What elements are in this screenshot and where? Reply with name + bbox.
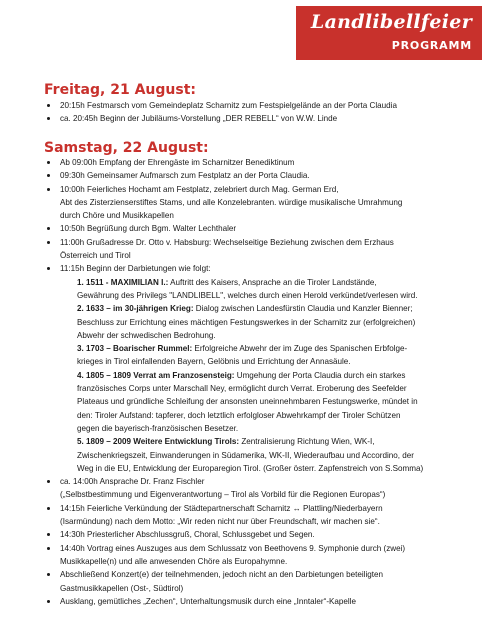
act-title: 4. 1805 – 1809 Verrat am Franzosensteig: [77,370,235,380]
bullet-icon [47,161,50,164]
day2-heading: Samstag, 22 August: [44,140,209,156]
list-item: Ab 09:00h Empfang der Ehrengäste im Scharnitzer Benediktinum [0,156,488,169]
day1-list [0,99,488,126]
bullet-icon [47,480,50,483]
program-banner [296,6,482,60]
program-act: 4. 1805 – 1809 Verrat am Franzosensteig: Umgehung der Porta Claudia durch ein starkes französisches Corps unter Marschall Ney, ermöglicht durch Verrat. Eroberung des Seefelder Plateaus und gründliche Schleifung der ansonsten uneinnehmbaren Festungswerke, mündet in den: Tiroler Aufstand: tapferer, doch letztlich erfolgloser Abwehrkampf der Tiroler Schützen gegen die bayerisch-französischen Besetzer. [77,370,418,433]
list-item: Ausklang, gemütliches „Zechen“, Unterhaltungsmusik durch eine „Inntaler“-Kapelle [0,595,488,608]
bullet-icon [47,267,50,270]
program-act: 1. 1511 - MAXIMILIAN I.: Auftritt des Kaisers, Ansprache an die Tiroler Landstände, Gewährung des Privilegs "LANDLIBELL", welches durch einen Herold verkündet/verlesen wird. [77,277,418,300]
list-item: ca. 14:00h Ansprache Dr. Franz Fischler („Selbstbestimmung und Eigenverantwortung – Tirol als Vorbild für die Regionen Europas“) [0,475,488,502]
bullet-icon [47,227,50,230]
bullet-icon [47,573,50,576]
act-title: 1. 1511 - MAXIMILIAN I.: [77,277,169,287]
list-item: 09:30h Gemeinsamer Aufmarsch zum Festplatz an der Porta Claudia. [0,169,488,182]
list-item: Abschließend Konzert(e) der teilnehmenden, jedoch nicht an den Darbietungen beteiligten Gastmusikkapellen (Ost-, Südtirol) [0,568,488,595]
list-item: 14:40h Vortrag eines Auszuges aus dem Schlussatz von Beethovens 9. Symphonie durch (zwei) Musikkapelle(n) und alle anwesenden Chöre als Europahymne. [0,542,488,569]
list-item: 11:15h Beginn der Darbietungen wie folgt: [0,262,488,275]
day2-list [0,156,488,608]
program-act: 2. 1633 – im 30-jährigen Krieg: Dialog zwischen Landesfürstin Claudia und Kanzler Bienner; Beschluss zur Errichtung eines mächtigen Festungswerkes in der Scharnitz zur (erfolgreichen) Abwehr der schwedischen Bedrohung. [77,304,416,340]
bullet-icon [47,241,50,244]
bullet-icon [47,104,50,107]
bullet-icon [47,533,50,536]
bullet-icon [47,188,50,191]
program-act: 3. 1703 – Boarischer Rummel: Erfolgreiche Abwehr der im Zuge des Spanischen Erbfolge- krieges in Tirol einfallenden Bayern, Gelöbnis und Errichtung der Annasäule. [77,344,408,367]
bullet-icon [47,507,50,510]
list-item: 11:00h Grußadresse Dr. Otto v. Habsburg: Wechselseitige Beziehung zwischen dem Erzhaus Österreich und Tirol [0,236,488,263]
bullet-icon [47,117,50,120]
list-item: 10:50h Begrüßung durch Bgm. Walter Lechthaler [0,222,488,235]
banner-title: Landlibellfeier [310,11,472,33]
list-item: 20:15h Festmarsch vom Gemeindeplatz Scharnitz zum Festspielgelände an der Porta Claudia [0,99,488,112]
bullet-icon [47,174,50,177]
list-item: 14:30h Priesterlicher Abschlussgruß, Choral, Schlussgebet und Segen. [0,528,488,541]
banner-subtitle: PROGRAMM [391,39,472,52]
act-title: 2. 1633 – im 30-jährigen Krieg: [77,304,194,314]
list-item: 10:00h Feierliches Hochamt am Festplatz, zelebriert durch Mag. German Erd, Abt des Zisterzienserstiftes Stams, und alle Konzelebranten. würdige musikalische Umrahmung durch Chöre und Musikkapellen [0,183,488,223]
list-item: ca. 20:45h Beginn der Jubiläums-Vorstellung „DER REBELL“ von W.W. Linde [0,112,488,125]
act-title: 5. 1809 – 2009 Weitere Entwicklung Tirols: [77,437,240,447]
program-act: 5. 1809 – 2009 Weitere Entwicklung Tirols: Zentralisierung Richtung Wien, WK-I, Zwischenkriegszeit, Einwanderungen in Südamerika, WK-II, Wiederaufbau und Accordino, der Weg in die EU, Entwicklung der Europaregion Tirol. (Großer österr. Zapfenstreich von S.Somma) [77,437,424,473]
day1-heading: Freitag, 21 August: [44,82,196,98]
bullet-icon [47,547,50,550]
act-title: 3. 1703 – Boarischer Rummel: [77,344,193,354]
bullet-icon [47,600,50,603]
list-item: 14:15h Feierliche Verkündung der Städtepartnerschaft Scharnitz ↔ Plattling/Niederbayern (Isarmündung) nach dem Motto: „Wir reden nicht nur über Freundschaft, wir machen sie“. [0,502,488,529]
